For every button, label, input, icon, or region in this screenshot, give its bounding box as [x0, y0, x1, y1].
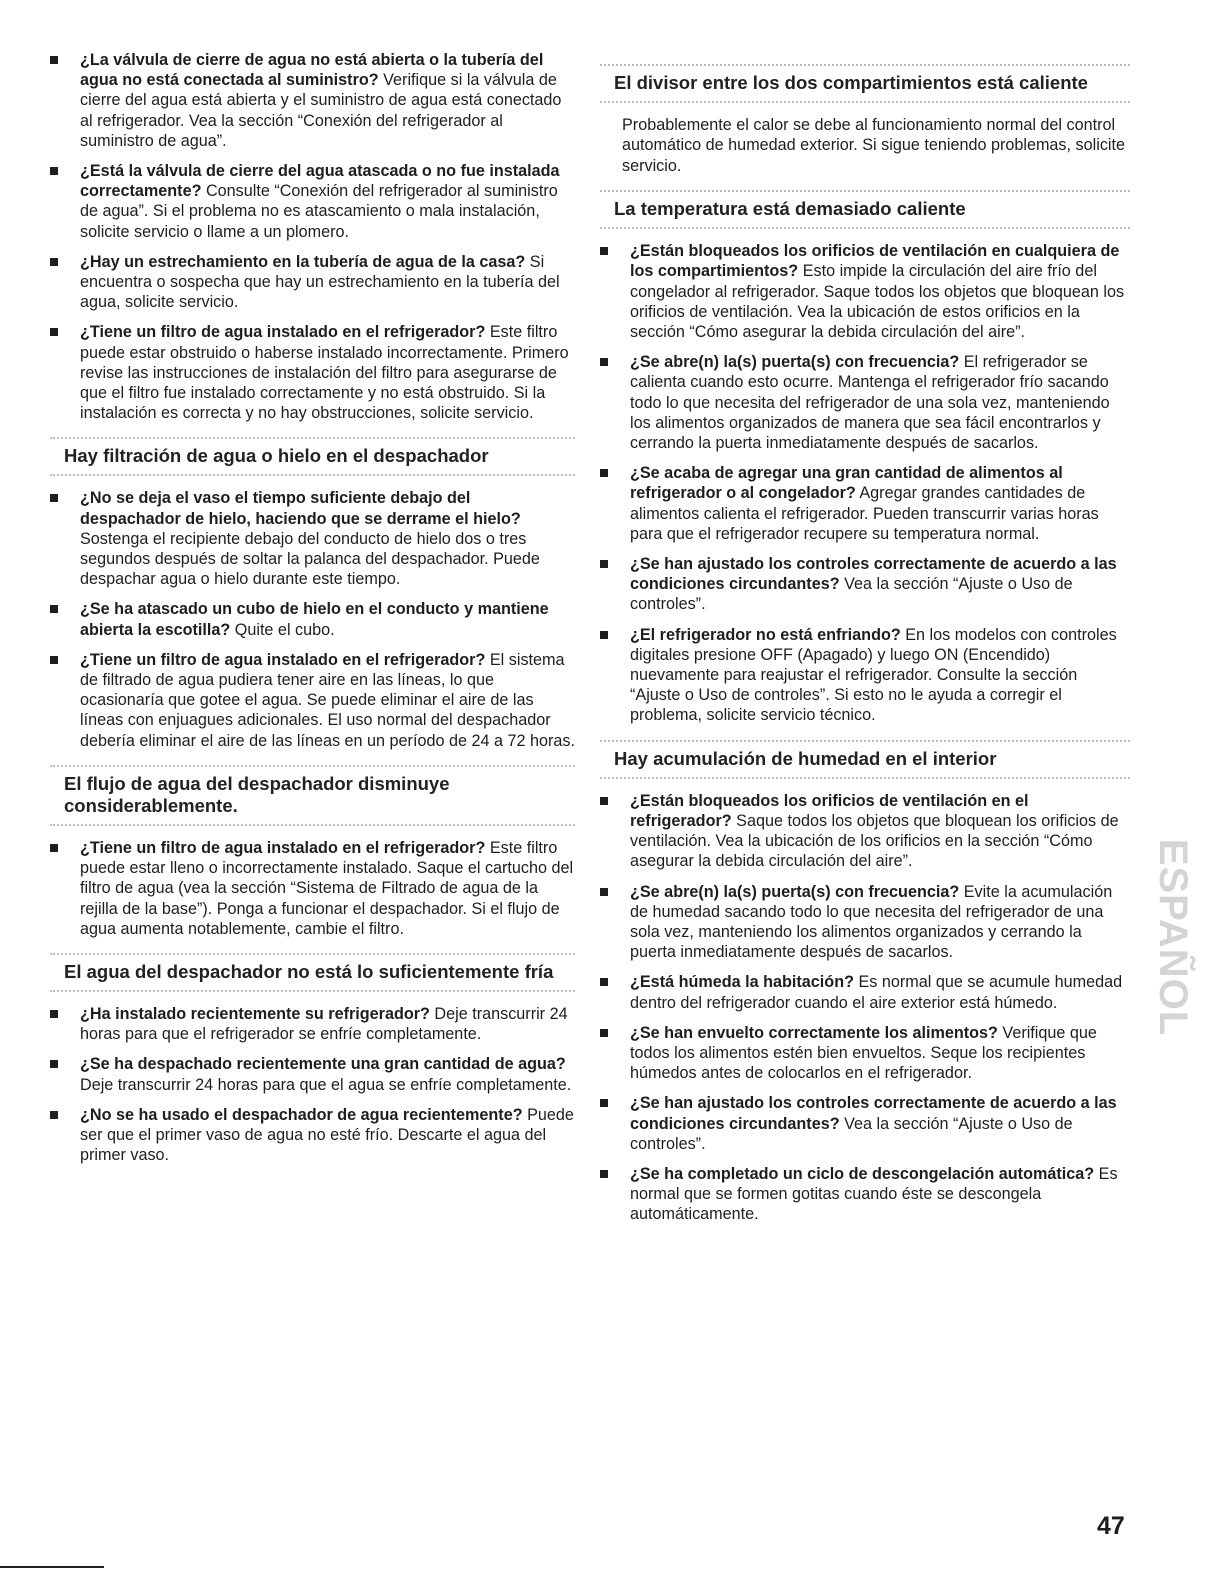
- bullet-icon: [600, 631, 608, 639]
- list-item: ¿Se acaba de agregar una gran cantidad de alimentos al refrigerador o al congelador? Agregar grandes cantidades de alimentos calienta el refrigerador. Pueden transcurrir varias horas para que el refrigerador recupere su temperatura normal.: [600, 463, 1130, 544]
- bullet-icon: [50, 167, 58, 175]
- language-side-tab: [1151, 818, 1196, 1056]
- list-item: ¿Hay un estrechamiento en la tubería de agua de la casa? Si encuentra o sospecha que hay un estrechamiento en la tubería del agua, solicite servicio.: [50, 252, 575, 313]
- list-item: ¿Tiene un filtro de agua instalado en el refrigerador? El sistema de filtrado de agua pudiera tener aire en las líneas, lo que ocasionaría que gotee el agua. Se puede eliminar el aire de las líneas con enjuagues adicionales. El uso normal del despachador debería eliminar el aire de las líneas en un período de 24 a 72 horas.: [50, 650, 575, 751]
- footer-rule: [0, 1566, 104, 1568]
- list-item: ¿No se deja el vaso el tiempo suficiente debajo del despachador de hielo, haciendo que se derrame el hielo? Sostenga el recipiente debajo del conducto de hielo dos o tres segundos después de soltar la palanca del despachador. Puede despachar agua o hielo durante este tiempo.: [50, 488, 575, 589]
- list-item: ¿La válvula de cierre de agua no está abierta o la tubería del agua no está conectada al suministro? Verifique si la válvula de cierre del agua está abierta y el suministro de agua está conectado al refrigerador. Vea la sección “Conexión del refrigerador al suministro de agua”.: [50, 50, 575, 151]
- list-item: ¿Está húmeda la habitación? Es normal que se acumule humedad dentro del refrigerador cuando el aire exterior está húmedo.: [600, 972, 1130, 1012]
- list-item: ¿Tiene un filtro de agua instalado en el refrigerador? Este filtro puede estar obstruido o haberse instalado incorrectamente. Primero revise las instrucciones de instalación del filtro para asegurarse de que el filtro fue instalado correctamente y no está obstruido. Si la instalación es correcta y no hay obstrucciones, solicite servicio.: [50, 322, 575, 423]
- section-header: [600, 740, 1130, 779]
- section-header: [50, 437, 575, 476]
- section-title: La temperatura está demasiado caliente: [614, 198, 966, 220]
- list-item: ¿Ha instalado recientemente su refrigerador? Deje transcurrir 24 horas para que el refrigerador se enfríe completamente.: [50, 1004, 575, 1044]
- list-item: ¿Se ha despachado recientemente una gran cantidad de agua? Deje transcurrir 24 horas para que el agua se enfríe completamente.: [50, 1054, 575, 1094]
- bullet-icon: [600, 1029, 608, 1037]
- bullet-icon: [50, 1060, 58, 1068]
- bullet-icon: [600, 1099, 608, 1107]
- bullet-icon: [600, 978, 608, 986]
- bullet-icon: [600, 888, 608, 896]
- list-item: ¿Están bloqueados los orificios de ventilación en el refrigerador? Saque todos los objetos que bloquean los orificios de ventilación. Vea la ubicación de los orificios en la sección “Cómo asegurar la debida circulación del aire”.: [600, 791, 1130, 872]
- list-item: ¿Se han envuelto correctamente los alimentos? Verifique que todos los alimentos estén bien envueltos. Seque los recipientes húmedos antes de colocarlos en el refrigerador.: [600, 1023, 1130, 1084]
- section-title: Hay filtración de agua o hielo en el despachador: [64, 445, 489, 467]
- section-title: El agua del despachador no está lo suficientemente fría: [64, 960, 554, 982]
- list-item: ¿Tiene un filtro de agua instalado en el refrigerador? Este filtro puede estar lleno o incorrectamente instalado. Saque el cartucho del filtro de agua (vea la sección “Sistema de Filtrado de agua de la rejilla de la base”). Ponga a funcionar el despachador. Si el flujo de agua aumenta notablemente, cambie el filtro.: [50, 838, 575, 939]
- bullet-icon: [50, 844, 58, 852]
- section-title: El divisor entre los dos compartimientos está caliente: [614, 72, 1088, 93]
- section-header: [50, 953, 575, 992]
- bullet-icon: [600, 797, 608, 805]
- bullet-icon: [50, 258, 58, 266]
- list-item: ¿Está la válvula de cierre del agua atascada o no fue instalada correctamente? Consulte “Conexión del refrigerador al suministro de agua”. Si el problema no es atascamiento o mala instalación, solicite servicio o llame a un plomero.: [50, 161, 575, 242]
- list-item: ¿Se ha completado un ciclo de descongelación automática? Es normal que se formen gotitas cuando éste se descongela automáticamente.: [600, 1164, 1130, 1225]
- list-item: ¿Están bloqueados los orificios de ventilación en cualquiera de los compartimientos? Esto impide la circulación del aire frío del congelador al refrigerador. Saque todos los objetos que bloquean los orificios de ventilación. Vea la ubicación de estos orificios en la sección “Cómo asegurar la debida circulación del aire”.: [600, 241, 1130, 342]
- right-column: [600, 64, 1130, 1235]
- bullet-icon: [600, 358, 608, 366]
- list-item: ¿Se abre(n) la(s) puerta(s) con frecuencia? El refrigerador se calienta cuando esto ocurre. Mantenga el refrigerador frío sacando todo lo que necesita del refrigerador de una sola vez, manteniendo los alimentos organizados de manera que sea fácil encontrarlos y cerrando la puerta inmediatamente después de sacarlos.: [600, 352, 1130, 453]
- bullet-icon: [600, 1170, 608, 1178]
- section-header: [600, 190, 1130, 229]
- page-number: 47: [1097, 1512, 1125, 1540]
- list-item: ¿Se han ajustado los controles correctamente de acuerdo a las condiciones circundantes? Vea la sección “Ajuste o Uso de controles”.: [600, 554, 1130, 615]
- list-item: ¿Se abre(n) la(s) puerta(s) con frecuencia? Evite la acumulación de humedad sacando todo lo que necesita del refrigerador de una sola vez, manteniendo los alimentos organizados y cerrando la puerta inmediatamente después de sacarlos.: [600, 882, 1130, 963]
- bullet-icon: [50, 56, 58, 64]
- list-item: ¿El refrigerador no está enfriando? En los modelos con controles digitales presione OFF (Apagado) y luego ON (Encendido) nuevamente para reajustar el refrigerador. Consulte la sección “Ajuste o Uso de controles”. Si esto no le ayuda a corregir el problema, solicite servicio técnico.: [600, 625, 1130, 726]
- side-tab-label: ESPAÑOL: [1151, 838, 1196, 1036]
- list-item: ¿No se ha usado el despachador de agua recientemente? Puede ser que el primer vaso de agua no esté frío. Descarte el agua del primer vaso.: [50, 1105, 575, 1166]
- bullet-icon: [600, 469, 608, 477]
- section-title: El flujo de agua del despachador disminuye considerablemente.: [64, 772, 450, 816]
- bullet-icon: [50, 656, 58, 664]
- bullet-icon: [600, 560, 608, 568]
- bullet-icon: [50, 328, 58, 336]
- bullet-icon: [50, 1010, 58, 1018]
- section-title: Hay acumulación de humedad en el interior: [614, 747, 997, 769]
- list-item: ¿Se ha atascado un cubo de hielo en el conducto y mantiene abierta la escotilla? Quite el cubo.: [50, 599, 575, 639]
- section-paragraph: Probablemente el calor se debe al funcionamiento normal del control automático de humedad exterior. Si sigue teniendo problemas, solicite servicio.: [622, 116, 1126, 175]
- list-item: ¿Se han ajustado los controles correctamente de acuerdo a las condiciones circundantes? Vea la sección “Ajuste o Uso de controles”.: [600, 1093, 1130, 1154]
- section-header: [600, 64, 1130, 103]
- bullet-icon: [600, 247, 608, 255]
- bullet-icon: [50, 605, 58, 613]
- bullet-icon: [50, 494, 58, 502]
- left-column: [50, 50, 575, 1175]
- bullet-icon: [50, 1111, 58, 1119]
- section-header: [50, 765, 575, 826]
